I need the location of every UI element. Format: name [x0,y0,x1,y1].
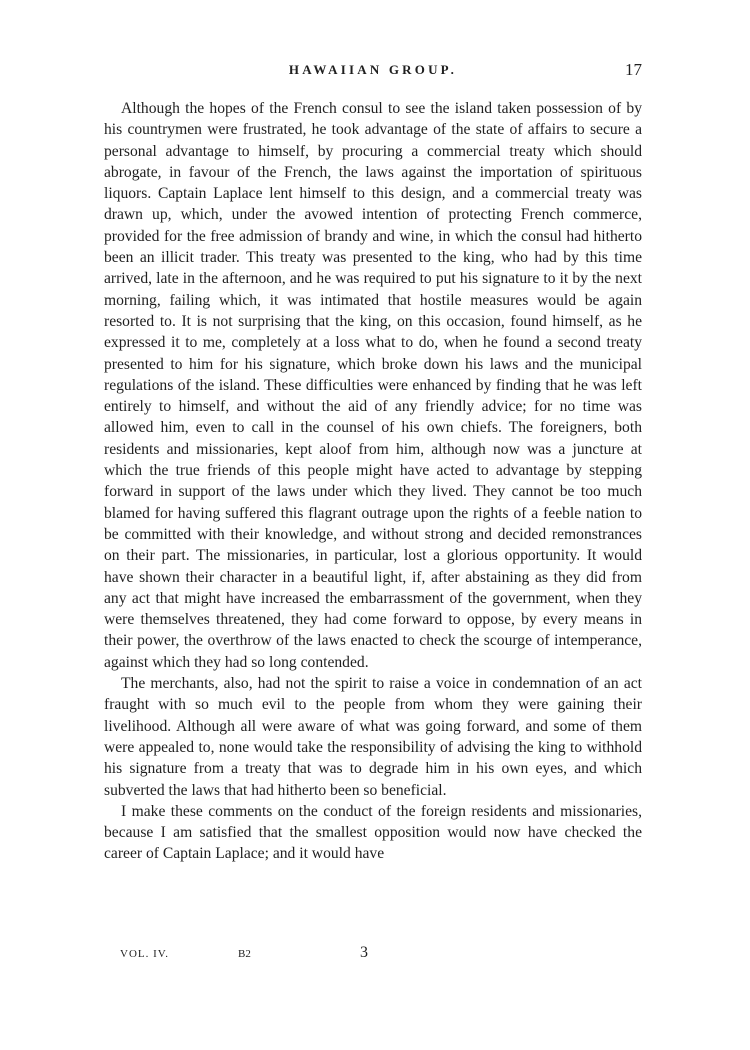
gathering-number: 3 [360,944,368,961]
running-title: HAWAIIAN GROUP. [288,62,458,77]
running-head [104,62,642,84]
signature-mark: B2 [238,948,251,960]
page-footer [120,946,642,966]
paragraph: I make these comments on the conduct of the foreign residents and missionaries, because I am satisfied that the smallest opposition would now have checked the career of Captain Laplace; and it would have [104,802,642,863]
volume-label: VOL. IV. [120,948,170,960]
paragraph: The merchants, also, had not the spirit to raise a voice in condemnation of an act fraught with so much evil to the people from whom they were gaining their livelihood. Although all were aware of what was going forward, and some of them were appealed to, none would take the responsibility of advising the king to withhold his signature from a treaty that was to degrade him in his own eyes, and which subverted the laws that had hitherto been so beneficial. [104,675,642,799]
paragraph: Although the hopes of the French consul to see the island taken possession of by his countrymen were frustrated, he took advantage of the state of affairs to secure a personal advantage to himself, by procuring a commercial treaty which should abrogate, in favour of the French, the laws against the importation of spirituous liquors. Captain Laplace lent himself to this design, and a commercial treaty was drawn up, which, under the avowed intention of protecting French commerce, provided for the free admission of brandy and wine, in which the consul had hitherto been an illicit trader. This treaty was presented to the king, who had by this time arrived, late in the afternoon, and he was required to put his signature to it by the next morning, failing which, it was intimated that hostile measures would be again resorted to. It is not surprising that the king, on this occasion, found himself, as he expressed it to me, completely at a loss what to do, when he found a second treaty presented to him for his signature, which broke down his laws and the municipal regulations of the island. These difficulties were enhanced by finding that he was left entirely to himself, and without the aid of any friendly advice; for no time was allowed him, even to call in the counsel of his own chiefs. The foreigners, both residents and missionaries, kept aloof from him, although now was a juncture at which the true friends of this people might have acted to advantage by stepping forward in support of the laws under which they lived. They cannot be too much blamed for having suffered this flagrant outrage upon the rights of a feeble nation to be committed with their knowledge, and without strong and decided remonstrances on their part. The missionaries, in particular, lost a glorious opportunity. It would have shown their character in a beautiful light, if, after abstaining as they did from any act that might have increased the embarrassment of the government, when they were themselves threatened, they had come forward to oppose, by every means in their power, the overthrow of the laws enacted to check the scourge of intemperance, against which they had so long contended. [104,100,642,671]
body-text [104,98,642,865]
page-number: 17 [625,60,642,79]
